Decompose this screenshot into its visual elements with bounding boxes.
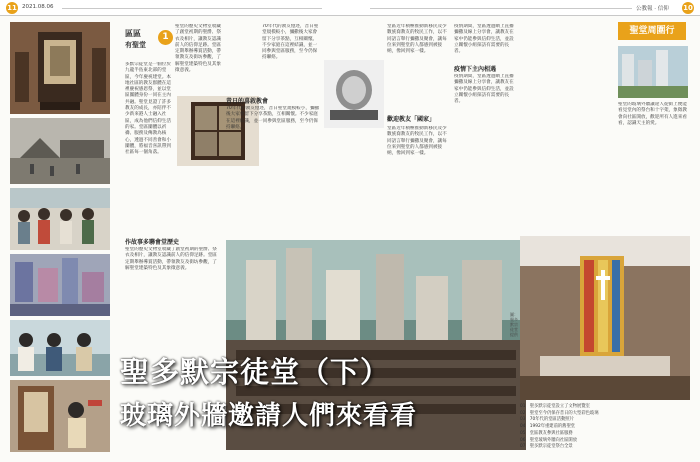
right-section: 公教報 · 信仰 bbox=[636, 6, 669, 12]
left-page-number: 11 bbox=[7, 4, 17, 12]
header-rule-right bbox=[370, 8, 632, 9]
body-column-4: 堂區近年積極推動新移民及少數族裔教友的牧民工作，以不同語言舉行彌撒及聚會，讓每位來到聖堂的人都感到被接納，像回到家一樣。 bbox=[387, 126, 447, 157]
subhead-4: 疫情下主內相遇 bbox=[454, 66, 497, 73]
left-date: 2021.08.06 bbox=[22, 4, 54, 10]
body-column-6: 聖堂的玻璃外牆讓途人從街上便能看見堂內的祭台和十字架，象徵教會向社區開放，歡迎所有人進來看看，認識天主的愛。 bbox=[618, 102, 687, 126]
column-tag-number: 1 bbox=[158, 30, 173, 45]
subhead-1: 作故事多聯會堂歷史 bbox=[125, 239, 180, 246]
photo-chalice-plaque bbox=[324, 60, 384, 128]
photo-heritage-cabinet bbox=[10, 22, 110, 114]
headline-line-2: 玻璃外牆邀請人們來看看 bbox=[120, 401, 418, 431]
body-column-4a: 堂區近年積極推動新移民及少數族裔教友的牧民工作，以不同語言舉行彌撒及聚會，讓每位來到聖堂的人都感到被接納，像回到家一樣。 bbox=[387, 24, 447, 55]
caption-item: 05 堂區教友參與社區服務 bbox=[520, 430, 573, 436]
body-column-2: 聖堂的歷史文物室收藏了創堂初期的聖爵、祭衣及相片，讓教友認識前人的信仰足跡。堂區定期舉辦導賞活動，帶領教友及街坊參觀，了解聖堂建築特色及其象徵意義。 bbox=[125, 247, 217, 271]
caption-item: 02 聖堂至今仍保存昔日的大型彩色玻璃 bbox=[520, 410, 599, 416]
caption-list bbox=[520, 404, 692, 451]
body-column-3: 70年代的教友憶述，昔日聖堂規模較小，彌撒後大家會留下分享茶點，互相關懷。不少家庭在這裡結識，並一同參與堂區服務，至今仍保持聯絡。 bbox=[226, 106, 320, 130]
subhead-2: 昔日的喜敘教會 bbox=[226, 98, 269, 105]
caption-item: 01 聖多默宗徒堂設立了文物展覽室 bbox=[520, 404, 590, 409]
photo-altar-stained-glass bbox=[520, 236, 690, 400]
body-column-5a: 疫情期間，堂區透過網上直播彌撒及線上分享會，讓教友在家中仍能參與信仰生活，並設立關懷小組探訪有需要的長者。 bbox=[454, 24, 514, 54]
photo-parishioners bbox=[10, 188, 110, 250]
photo-volunteers bbox=[10, 320, 110, 376]
body-column-3a: 70年代的教友憶述，昔日聖堂規模較小，彌撒後大家會留下分享茶點，互相關懷。不少家庭在這裡結識，並一同參與堂區服務，至今仍保持聯絡。 bbox=[262, 24, 319, 61]
photo-city-aerial bbox=[10, 254, 110, 316]
header-rule-left bbox=[62, 8, 322, 9]
subhead-3: 歡迎教友「國家」 bbox=[387, 116, 436, 123]
body-column-1: 多默宗徒堂是一個位於九龍半島東北部的堂區，今年慶祝建堂。本地社區的教友群體在這裡慶祝感恩祭，並以堂區團體身份一同在主內共融。聖堂見證了許多教友的成長，亦陪伴不少新來港人士融入社區，成為他們信仰生活的家。堂區團體以祈禱、服務及傳教為核心，透過不同善會和小團體，將福音喜訊帶到社區每一個角落。 bbox=[125, 62, 171, 156]
photo-church-exterior bbox=[618, 46, 688, 98]
photo-credit: 圖：聖多默宗徒堂提供 bbox=[510, 312, 518, 337]
caption-item: 03 70年代的堂區活動照片 bbox=[520, 417, 574, 423]
body-column-1b: 聖堂的歷史文物室收藏了創堂初期的聖爵、祭衣及相片，讓教友認識前人的信仰足跡。堂區定期舉辦導賞活動，帶領教友及街坊參觀，了解聖堂建築特色及其象徵意義。 bbox=[175, 24, 221, 74]
column-tag bbox=[125, 28, 175, 58]
column-tag-top: 區區 bbox=[125, 29, 141, 38]
body-column-5: 疫情期間，堂區透過網上直播彌撒及線上分享會，讓教友在家中仍能參與信仰生活，並設立關懷小組探訪有需要的長者。 bbox=[454, 74, 514, 105]
photo-doorway-visit bbox=[10, 380, 110, 452]
column-tag-bottom: 有聖堂 bbox=[125, 41, 146, 49]
headline-line-1: 聖多默宗徒堂（下） bbox=[120, 355, 391, 389]
right-page-number: 10 bbox=[683, 4, 693, 12]
caption-item: 07 聖多默宗徒堂祭台全景 bbox=[520, 444, 573, 450]
section-tag: 聖堂周圍行 bbox=[618, 22, 686, 40]
caption-item: 04 1992年重建前的舊聖堂 bbox=[520, 424, 576, 430]
caption-item: 06 聖堂玻璃外牆向社區開放 bbox=[520, 437, 578, 443]
photo-old-church bbox=[10, 118, 110, 184]
page-header bbox=[0, 0, 700, 16]
